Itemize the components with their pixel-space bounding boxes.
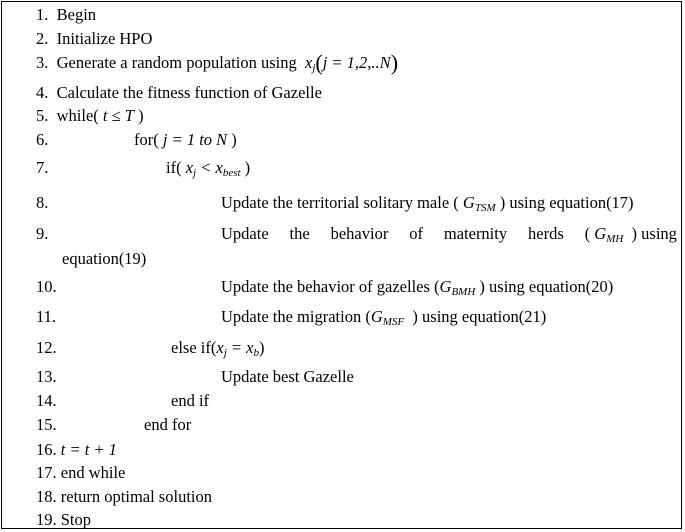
step-5: 5. while( t ≤ T ) bbox=[36, 106, 144, 125]
step-19: 19. Stop bbox=[36, 510, 92, 529]
step-15-body: end for bbox=[144, 415, 192, 434]
step-8-body: Update the territorial solitary male ( $G_{TSM}$ ) using equation(17) bbox=[221, 193, 634, 214]
step-8: 8. bbox=[36, 193, 49, 212]
step-10-body: Update the behavior of gazelles ($G_{BMH}$ ) using equation(20) bbox=[221, 277, 614, 298]
step-6: 6. bbox=[36, 130, 49, 149]
step-2: 2. Initialize HPO bbox=[36, 29, 153, 48]
step-12-body: else $if(x_j = x_b)$ bbox=[171, 338, 265, 359]
step-11: 11. bbox=[36, 307, 57, 326]
step-16: 16. t = t + 1 bbox=[36, 440, 117, 459]
step-3: 3. Generate a random population using $x_j(j = 1,2,..N)$ bbox=[36, 50, 399, 75]
step-7: 7. bbox=[36, 158, 49, 177]
step-4: 4. Calculate the fitness function of Gazelle bbox=[36, 83, 322, 102]
step-14-body: end if bbox=[171, 391, 210, 410]
population-range: j = 1,2,..N bbox=[322, 53, 391, 72]
step-11-body: Update the migration ($G_{MSF}$ ) using equation(21) bbox=[221, 307, 547, 328]
step-15: 15. bbox=[36, 415, 57, 434]
step-9-body: Update the behavior of maternity herds ( $G_{MH}$ ) using bbox=[221, 224, 677, 245]
step-18: 18. return optimal solution bbox=[36, 487, 212, 506]
step-14: 14. bbox=[36, 391, 57, 410]
step-6-body: for( j = 1 to N ) bbox=[134, 130, 237, 149]
step-7-body: if( $x_j < x_{best}$ ) bbox=[166, 158, 251, 179]
step-10: 10. bbox=[36, 277, 57, 296]
step-13-body: Update best Gazelle bbox=[221, 367, 354, 386]
step-17: 17. end while bbox=[36, 463, 126, 482]
step-9: 9. bbox=[36, 224, 49, 243]
step-1: 1. Begin bbox=[36, 5, 97, 24]
step-12: 12. bbox=[36, 338, 57, 357]
step-9-continuation: equation(19) bbox=[62, 249, 147, 268]
step-13: 13. bbox=[36, 367, 57, 386]
